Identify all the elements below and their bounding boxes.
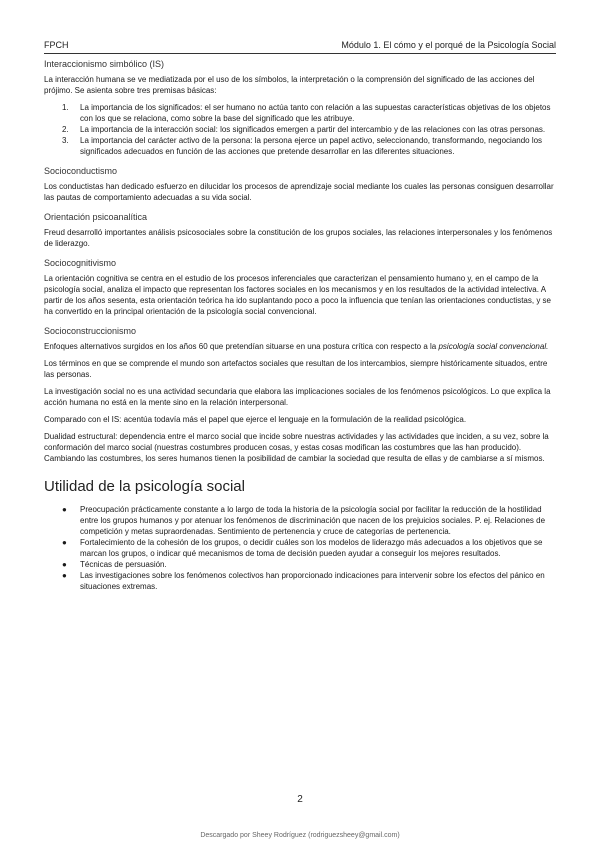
bullet-icon: ● <box>62 505 67 514</box>
list-item: ● Técnicas de persuasión. <box>62 560 167 569</box>
list-item: ● Fortalecimiento de la cohesión de los grupos, o decidir cuáles son los modelos de liderazgo más adecuados a los objetivos que se marcan los grupos, o indicar qué mecanismos de toma de decisión pueden ayudar a conseguir los mejores resultados. <box>62 538 543 558</box>
list-item: ● Las investigaciones sobre los fenómenos colectivos han proporcionado indicaciones para intervenir sobre los efectos del pánico en situaciones extremas. <box>62 571 545 591</box>
download-footer: Descargado por Sheey Rodríguez (rodriguezsheey@gmail.com) <box>200 832 400 839</box>
page-number: 2 <box>297 794 303 805</box>
heading-socioconductismo: Socioconductismo <box>44 166 118 176</box>
list-item: ● Preocupación prácticamente constante a lo largo de toda la historia de la psicología social por facilitar la reducción de la hostilidad entre los grupos humanos y por atenuar los fenómenos de discriminación que nacen de los prejuicios sociales. P. ej. Relaciones de competición y metas supraordenadas. Sentimiento de pertenencia y cruce de categorías de pertenencia. <box>62 505 546 536</box>
heading-interaccionismo: Interaccionismo simbólico (IS) <box>44 59 165 69</box>
bullet-icon: ● <box>62 538 67 547</box>
list-item: 3. La importancia del carácter activo de la persona: la persona ejerce un papel activo, seleccionando, transformando, negociando los significados adecuados en función de las acciones que pretende desarrollar en las diferentes situaciones. <box>62 136 543 156</box>
paragraph-dualidad: Dualidad estructural: dependencia entre el marco social que incide sobre nuestras actividades y las actividades que inciden, a su vez, sobre la conformación del marco social (nuestras costumbres producen cosas, y estas cosas modifican las costumbres que las han producido). Cambiando las costumbres, los seres humanos tienen la posibilidad de cambiar la sociedad que resulta de ellas y de cambiarse a sí mismos. <box>44 432 549 463</box>
paragraph-terminos: Los términos en que se comprende el mundo son artefactos sociales que resultan de los intercambios, siempre históricamente situados, entre las personas. <box>44 359 548 379</box>
list-item: 1. La importancia de los significados: el ser humano no actúa tanto con relación a las supuestas características objetivas de los objetos con los que se relaciona, como sobre la base del significado que les atribuye. <box>62 103 551 123</box>
bullet-icon: ● <box>62 571 67 580</box>
paragraph-enfoques: Enfoques alternativos surgidos en los años 60 que pretendían situarse en una postura crítica con respecto a la psicología social convencional. <box>44 342 549 351</box>
paragraph-psicoanalitica: Freud desarrolló importantes análisis psicosociales sobre la constitución de los grupos sociales, las relaciones interpersonales y los fenómenos de liderazgo. <box>44 228 553 248</box>
premisas-list <box>44 102 556 157</box>
heading-socioconstruccionismo: Socioconstruccionismo <box>44 326 137 336</box>
heading-psicoanalitica: Orientación psicoanalítica <box>44 212 148 222</box>
paragraph-investigacion: La investigación social no es una actividad secundaria que elabora las implicaciones sociales de los fenómenos psicológicos. Lo que explica la acción humana no está en la mente sino en la relación interpersonal. <box>44 387 551 407</box>
paragraph-comparado: Comparado con el IS: acentúa todavía más el papel que ejerce el lenguaje en la formulación de la realidad psicológica. <box>44 415 467 424</box>
paragraph-socioconductismo: Los conductistas han dedicado esfuerzo en dilucidar los procesos de aprendizaje social mediante los cuales las personas consiguen desarrollar las pautas de comportamiento adecuadas a su vida social. <box>44 182 554 202</box>
header-course: FPCH <box>44 40 69 50</box>
bullet-icon: ● <box>62 560 67 569</box>
header-module-title: Módulo 1. El cómo y el porqué de la Psicología Social <box>341 40 556 50</box>
list-item: 2. La importancia de la interacción social: los significados emergen a partir del intercambio y de las relaciones con las otras personas. <box>62 125 546 134</box>
utilidad-list <box>44 504 556 592</box>
paragraph-sociocognitivismo: La orientación cognitiva se centra en el estudio de los procesos inferenciales que caracterizan el pensamiento humano y, en el campo de la psicología social, analiza el impacto que representan los factores sociales en los mecanismos y en los resultados de la actividad intelectiva. A partir de los años sesenta, esta orientación teórica ha ido suplantando poco a poco la influencia que tenían las orientaciones conductistas, y se ha convertido en la principal orientación de la psicología social convencional. <box>44 274 551 316</box>
header-divider <box>44 53 556 54</box>
heading-utilidad: Utilidad de la psicología social <box>44 478 245 495</box>
heading-sociocognitivismo: Sociocognitivismo <box>44 258 117 268</box>
document-body <box>44 59 556 592</box>
paragraph-interaccionismo-intro: La interacción humana se ve mediatizada por el uso de los símbolos, la interpretación o la comprensión del significado de las acciones del prójimo. Se asienta sobre tres premisas básicas: <box>44 75 535 95</box>
